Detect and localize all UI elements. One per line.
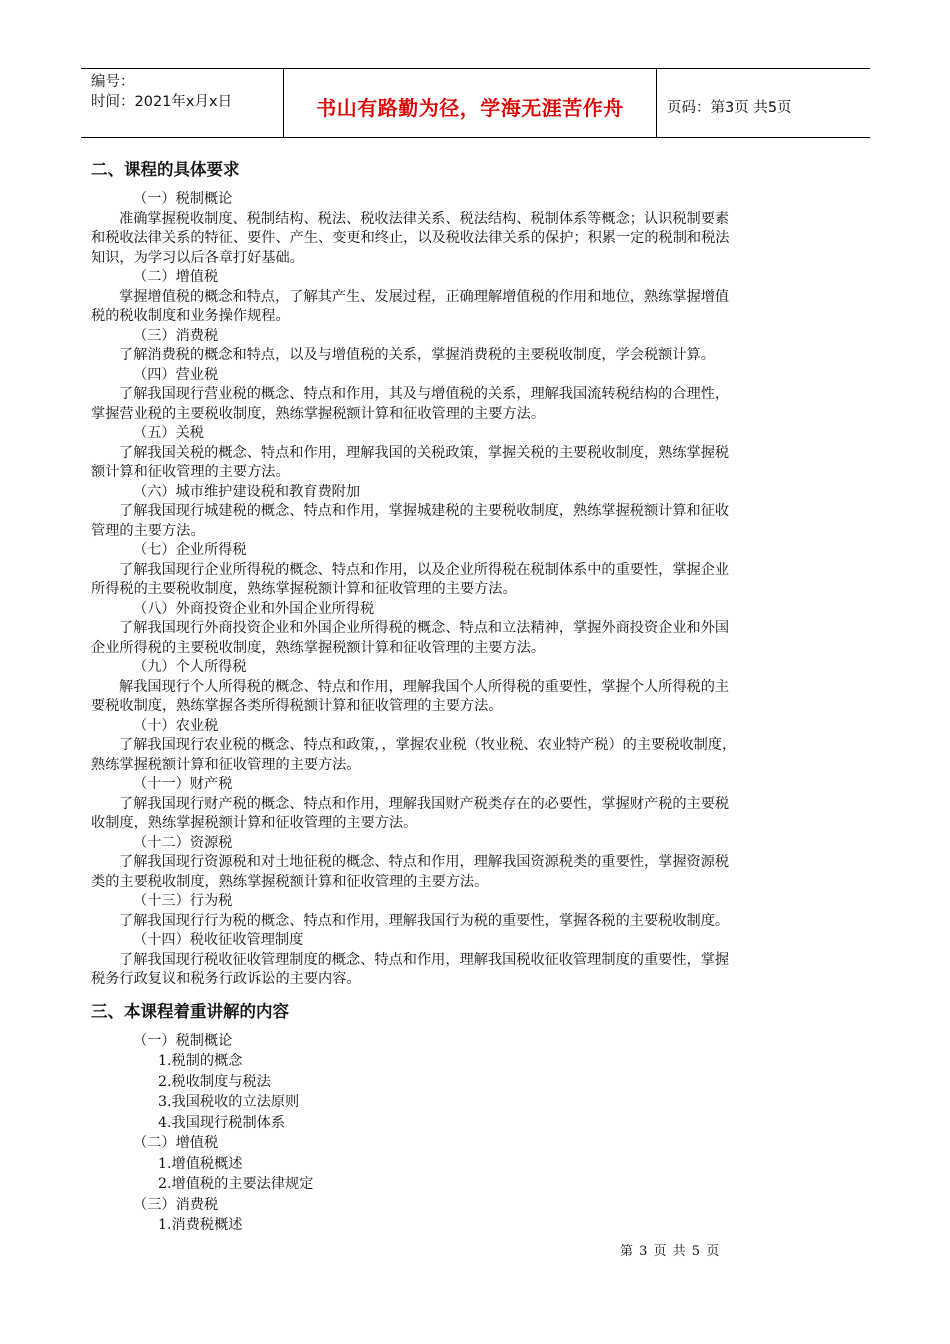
subsection-title: （八）外商投资企业和外国企业所得税 xyxy=(133,600,375,617)
paragraph-line: 了解我国现行税收征收管理制度的概念、特点和作用，理解我国税收征收管理制度的重要性，掌握 xyxy=(119,951,730,968)
paragraph-line: 所得税的主要税收制度，熟练掌握税额计算和征收管理的主要方法。 xyxy=(91,581,517,597)
subsection-paragraph xyxy=(91,561,861,600)
topic-title: （三）消费税 xyxy=(133,1196,219,1213)
subsection-title: （九）个人所得税 xyxy=(133,659,247,675)
paragraph-line: 解我国现行个人所得税的概念、特点和作用，理解我国个人所得税的重要性，掌握个人所得税的主 xyxy=(119,678,730,695)
paragraph-line: 额计算和征收管理的主要方法。 xyxy=(91,464,290,480)
paragraph-line: 了解消费税的概念和特点，以及与增值税的关系，掌握消费税的主要税收制度，学会税额计算。 xyxy=(119,347,715,363)
subsection-paragraph xyxy=(91,385,861,424)
topic-item: 2.增值税的主要法律规定 xyxy=(158,1176,314,1192)
subsection-title: （十四）税收征收管理制度 xyxy=(133,932,304,948)
doc-number-label: 编号： xyxy=(91,74,135,90)
subsection-title: （十二）资源税 xyxy=(133,834,233,851)
doc-date-label: 时间：2021年x月x日 xyxy=(91,94,233,110)
topic-item: 1.消费税概述 xyxy=(158,1217,243,1233)
subsection-paragraph xyxy=(91,795,861,834)
paragraph-line: 了解我国现行资源税和对土地征税的概念、特点和作用，理解我国资源税类的重要性，掌握资源税 xyxy=(119,854,730,870)
section-heading: 三、本课程着重讲解的内容 xyxy=(91,1001,289,1021)
subsection-title: （十一）财产税 xyxy=(133,776,233,792)
paragraph-line: 收制度，熟练掌握税额计算和征收管理的主要方法。 xyxy=(91,815,418,831)
paragraph-line: 了解我国现行外商投资企业和外国企业所得税的概念、特点和立法精神，掌握外商投资企业和外国 xyxy=(119,620,730,636)
topic-item: 1.税制的概念 xyxy=(158,1053,243,1069)
page-footer: 第 3 页 共 5 页 xyxy=(620,1244,721,1259)
paragraph-line: 熟练掌握税额计算和征收管理的主要方法。 xyxy=(91,756,361,773)
paragraph-line: 知识，为学习以后各章打好基础。 xyxy=(91,249,304,266)
topic-item: 2.税收制度与税法 xyxy=(158,1073,271,1090)
subsection-title: （十）农业税 xyxy=(133,717,219,734)
subsection-title: （五）关税 xyxy=(133,425,204,441)
subsection-title: （一）税制概论 xyxy=(133,191,233,207)
document-body xyxy=(91,158,861,1236)
paragraph-line: 了解我国关税的概念、特点和作用，理解我国的关税政策，掌握关税的主要税收制度，熟练掌握税 xyxy=(119,444,730,461)
header-motto: 书山有路勤为径，学海无涯苦作舟 xyxy=(284,69,657,137)
paragraph-line: 了解我国现行农业税的概念、特点和政策，，掌握农业税（牧业税、农业特产税）的主要税收制度， xyxy=(119,737,737,753)
paragraph-line: 了解我国现行行为税的概念、特点和作用，理解我国行为税的重要性，掌握各税的主要税收制度。 xyxy=(119,912,730,929)
paragraph-line: 掌握增值税的概念和特点，了解其产生、发展过程，正确理解增值税的作用和地位，熟练掌握增值 xyxy=(119,288,730,305)
subsection-title: （三）消费税 xyxy=(133,327,219,344)
subsection-title: （六）城市维护建设税和教育费附加 xyxy=(133,483,361,500)
subsection-title: （二）增值税 xyxy=(133,269,219,285)
paragraph-line: 管理的主要方法。 xyxy=(91,522,205,539)
topic-title: （二）增值税 xyxy=(133,1135,219,1151)
paragraph-line: 类的主要税收制度，熟练掌握税额计算和征收管理的主要方法。 xyxy=(91,873,489,890)
subsection-paragraph xyxy=(91,678,861,717)
paragraph-line: 掌握营业税的主要税收制度，熟练掌握税额计算和征收管理的主要方法。 xyxy=(91,405,546,422)
subsection-paragraph xyxy=(91,210,861,269)
subsection-paragraph xyxy=(91,736,861,775)
subsection-paragraph xyxy=(91,912,861,932)
subsection-paragraph xyxy=(91,502,861,541)
paragraph-line: 和税收法律关系的特征、要件、产生、变更和终止，以及税收法律关系的保护；积累一定的税制和税法 xyxy=(91,230,730,246)
paragraph-line: 了解我国现行城建税的概念、特点和作用，掌握城建税的主要税收制度，熟练掌握税额计算和征收 xyxy=(119,503,730,519)
topic-item: 4.我国现行税制体系 xyxy=(158,1114,286,1131)
subsection-paragraph xyxy=(91,346,861,366)
subsection-paragraph xyxy=(91,853,861,892)
paragraph-line: 要税收制度，熟练掌握各类所得税额计算和征收管理的主要方法。 xyxy=(91,698,503,714)
subsection-title: （七）企业所得税 xyxy=(133,542,247,558)
paragraph-line: 了解我国现行财产税的概念、特点和作用，理解我国财产税类存在的必要性，掌握财产税的主要税 xyxy=(119,795,730,812)
paragraph-line: 准确掌握税收制度、税制结构、税法、税收法律关系、税法结构、税制体系等概念；认识税制要素 xyxy=(119,210,730,227)
document-header xyxy=(81,68,870,138)
topic-item: 1.增值税概述 xyxy=(158,1155,243,1172)
paragraph-line: 企业所得税的主要税收制度，熟练掌握税额计算和征收管理的主要方法。 xyxy=(91,639,546,656)
paragraph-line: 税务行政复议和税务行政诉讼的主要内容。 xyxy=(91,971,361,987)
subsection-title: （四）营业税 xyxy=(133,366,219,383)
subsection-paragraph xyxy=(91,288,861,327)
topic-item: 3.我国税收的立法原则 xyxy=(158,1094,300,1110)
paragraph-line: 了解我国现行营业税的概念、特点和作用，其及与增值税的关系，理解我国流转税结构的合理性， xyxy=(119,386,730,402)
subsection-paragraph xyxy=(91,444,861,483)
paragraph-line: 税的税收制度和业务操作规程。 xyxy=(91,308,290,324)
key-content-section xyxy=(91,1031,861,1236)
subsection-paragraph xyxy=(91,619,861,658)
paragraph-line: 了解我国现行企业所得税的概念、特点和作用，以及企业所得税在税制体系中的重要性，掌握企业 xyxy=(119,561,730,578)
requirements-section xyxy=(91,190,861,990)
header-page-label: 页码：第3页 共5页 xyxy=(667,99,792,116)
header-info xyxy=(81,69,284,137)
topic-title: （一）税制概论 xyxy=(133,1032,233,1049)
section-heading: 二、课程的具体要求 xyxy=(91,160,240,179)
subsection-paragraph xyxy=(91,951,861,990)
subsection-title: （十三）行为税 xyxy=(133,893,233,909)
